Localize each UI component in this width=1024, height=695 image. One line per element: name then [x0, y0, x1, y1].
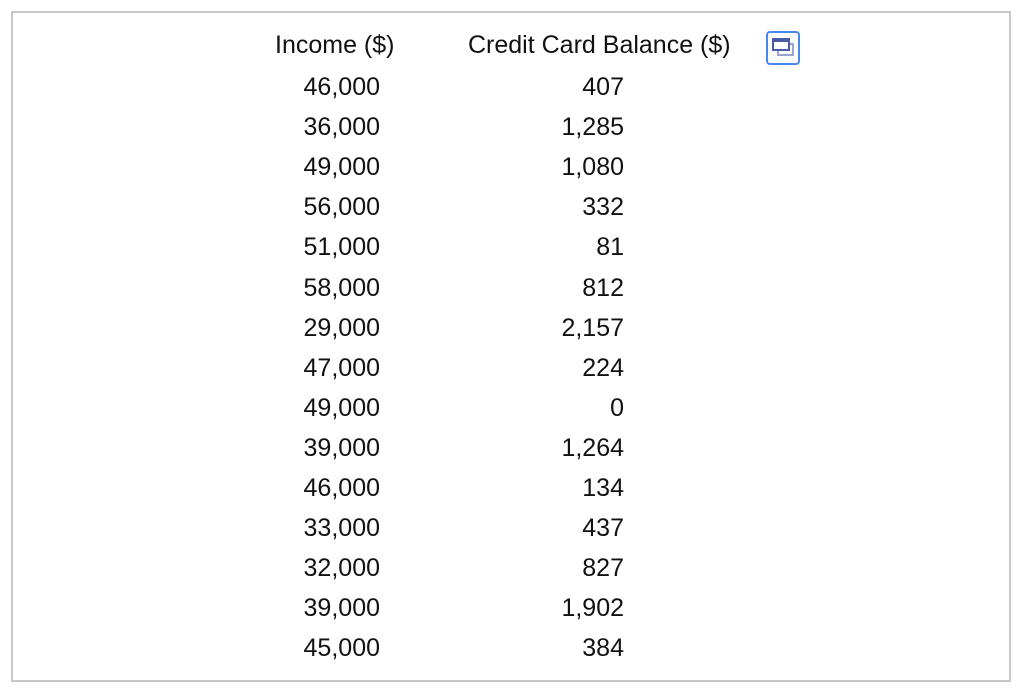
income-cell: 58,000: [303, 273, 380, 302]
table-row: [13, 67, 1009, 107]
balance-cell: 0: [610, 393, 624, 422]
income-cell: 45,000: [303, 634, 380, 663]
income-cell: 49,000: [303, 393, 380, 422]
balance-cell: 1,902: [561, 594, 624, 623]
table-row: [13, 388, 1009, 428]
data-table: [11, 11, 1011, 682]
balance-cell: 1,080: [561, 153, 624, 182]
income-cell: 33,000: [303, 514, 380, 543]
table-row: [13, 508, 1009, 548]
balance-cell: 437: [582, 514, 624, 543]
table-row: [13, 268, 1009, 308]
income-cell: 49,000: [303, 153, 380, 182]
balance-cell: 332: [582, 193, 624, 222]
income-cell: 46,000: [303, 474, 380, 502]
income-cell: 36,000: [303, 113, 380, 142]
balance-cell: 407: [582, 73, 624, 101]
table-row: [13, 227, 1009, 267]
table-row: [13, 548, 1009, 588]
income-header: Income ($): [275, 31, 395, 59]
table-row: [13, 348, 1009, 388]
table-row: [13, 468, 1009, 508]
balance-cell: 224: [582, 353, 624, 382]
balance-header: Credit Card Balance ($): [468, 31, 731, 59]
income-cell: 39,000: [303, 433, 380, 462]
income-cell: 32,000: [303, 554, 380, 583]
table-row: [13, 628, 1009, 668]
table-row: [13, 187, 1009, 227]
table-header-row: [13, 25, 1009, 65]
balance-cell: 2,157: [561, 313, 624, 342]
balance-cell: 1,285: [561, 113, 624, 142]
income-cell: 56,000: [303, 193, 380, 222]
table-row: [13, 107, 1009, 147]
balance-cell: 827: [582, 554, 624, 583]
table-row: [13, 428, 1009, 468]
income-cell: 29,000: [303, 313, 380, 342]
table-row: [13, 308, 1009, 348]
table-row: [13, 147, 1009, 187]
balance-cell: 81: [596, 233, 624, 262]
income-cell: 47,000: [303, 353, 380, 382]
balance-cell: 384: [582, 634, 624, 663]
balance-cell: 134: [582, 474, 624, 502]
income-cell: 39,000: [303, 594, 380, 623]
popout-window-icon[interactable]: [766, 31, 800, 65]
balance-cell: 812: [582, 273, 624, 302]
balance-cell: 1,264: [561, 433, 624, 462]
income-cell: 51,000: [303, 233, 380, 262]
table-row: [13, 588, 1009, 628]
income-cell: 46,000: [303, 73, 380, 101]
